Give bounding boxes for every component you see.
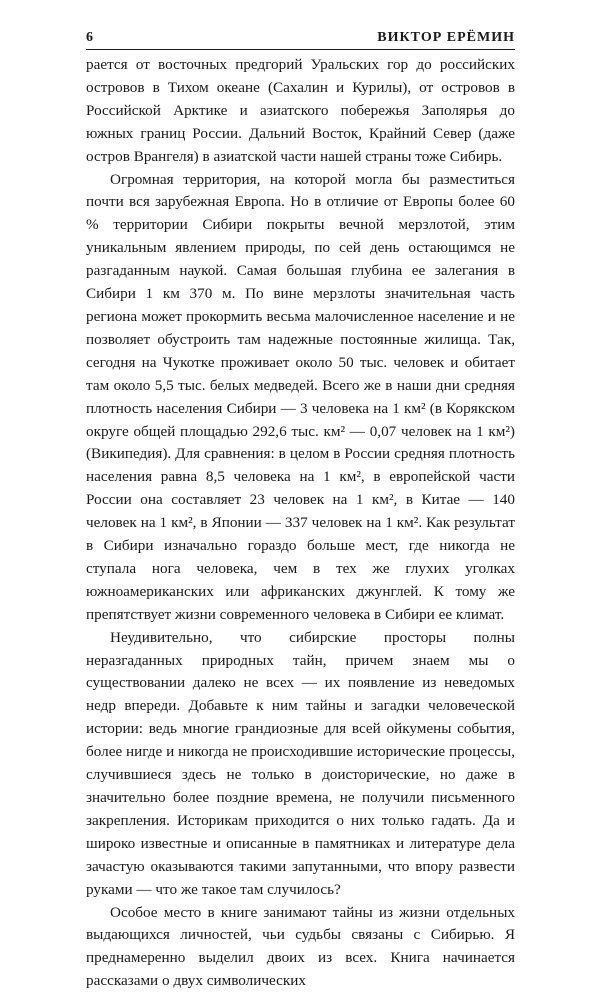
header-rule: [86, 49, 515, 50]
paragraph: Неудивительно, что сибирские просторы полны неразгаданных природных тайн, причем знаем мы о существовании далеко не всех — их появление из неведомых недр впереди. Добавьте к ним тайны и загадки человеческой истории: ведь многие грандиозные для всей ойкумены события, более нигде и никогда не происходившие исторические процессы, случившиеся здесь не только в доисторические, но даже в значительно более поздние времена, не получили письменного закрепления. Историкам приходится о них только гадать. Да и широко известные и описанные в памятниках и литературе дела зачастую оказываются такими запутанными, что впору развести руками — что же такое там случилось?: [86, 628, 515, 898]
page-number: 6: [86, 30, 94, 45]
running-title: ВИКТОР ЕРЁМИН: [377, 30, 515, 45]
running-header: [86, 30, 515, 49]
book-page: [86, 30, 515, 993]
paragraph: Особое место в книге занимают тайны из жизни отдельных выдающихся личностей, чьи судьбы связаны с Сибирью. Я преднамеренно выделил двоих из всех. Книга начинается рассказами о двух символических: [86, 903, 515, 990]
paragraph: рается от восточных предгорий Уральских гор до российских островов в Тихом океане (Сахалин и Курилы), от островов в Российской Арктике и азиатского побережья Заполярья до южных границ России. Дальний Восток, Крайний Север (даже остров Врангеля) в азиатской части нашей страны тоже Сибирь.: [86, 56, 515, 165]
paragraph: Огромная территория, на которой могла бы разместиться почти вся зарубежная Европа. Но в отличие от Европы более 60 % территории Сибири покрыты вечной мерзлотой, этим уникальным явлением природы, по сей день остающимся не разгаданным наукой. Самая большая глубина ее залегания в Сибири 1 км 370 м. По вине мерзлоты значительная часть региона может прокормить весьма малочисленное население и не позволяет обустроить там надежные постоянные жилища. Так, сегодня на Чукотке проживает около 50 тыс. человек и обитает там около 5,5 тыс. белых медведей. Всего же в наши дни средняя плотность населения Сибири — 3 человека на 1 км² (в Корякском округе общей площадью 292,6 тыс. км² — 0,07 человек на 1 км²) (Википедия). Для сравнения: в целом в России средняя плотность населения равна 8,5 человека на 1 км², в европейской части России она составляет 23 человек на 1 км², в Китае — 140 человек на 1 км², в Японии — 337 человек на 1 км². Как результат в Сибири изначально гораздо больше мест, где никогда не ступала нога человека, чем в тех же глухих уголках южноамериканских или африканских джунглей. К тому же препятствует жизни современного человека в Сибири ее климат.: [86, 170, 515, 623]
body-text: [86, 54, 515, 993]
